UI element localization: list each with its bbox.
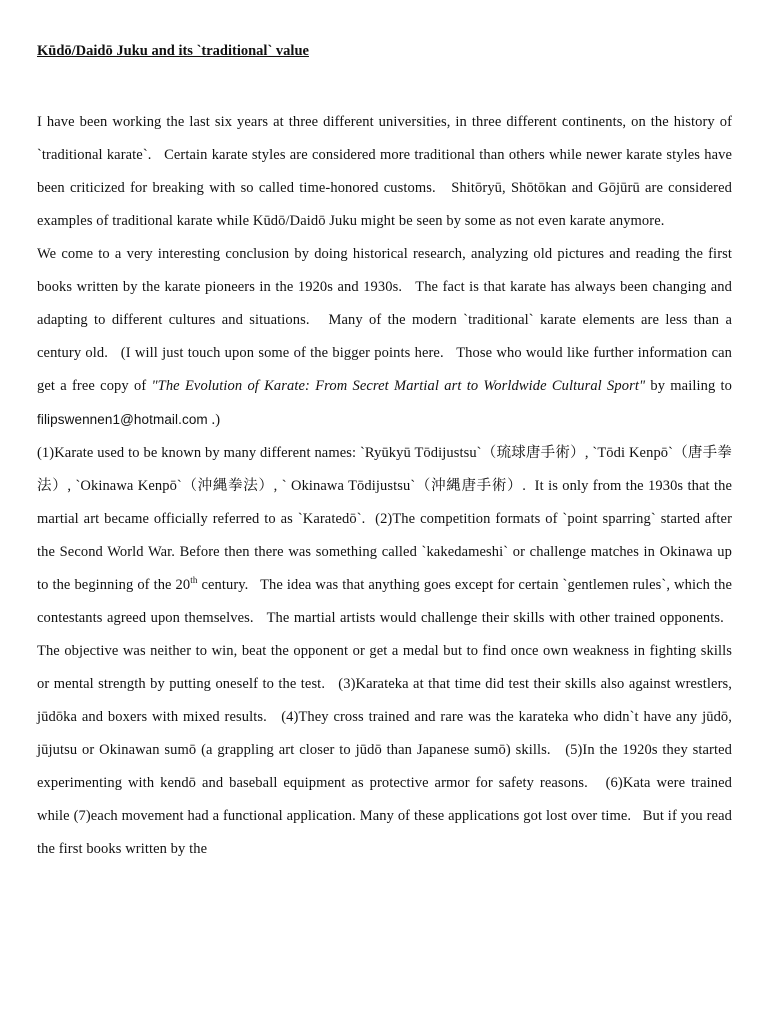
paragraph-history-text: (1)Karate used to be known by many different names: `Ryūkyū Tōdijustsu`（琉球唐手術）, `Tōdi Kenpō`（唐手拳法）, `Okinawa Kenpō`（沖縄拳法）, ` Okinawa Tōdijustsu`（沖縄唐手術）. It is only from the 1930s that the martial art became officially referred to as `Karatedō`. (2)The competition formats of `point sparring` started after the Second World War. Before then there was something called `kakedameshi` or challenge matches in Okinawa up to the beginning of the 20 xyxy=(37,445,732,593)
ordinal-suffix: th xyxy=(190,575,198,586)
mailing-text: by mailing to xyxy=(645,378,733,394)
closing-paren: .) xyxy=(207,412,221,428)
book-title: "The Evolution of Karate: From Secret Martial art to Worldwide Cultural Sport" xyxy=(151,378,646,394)
paragraph-history-text-cont: century. The idea was that anything goes except for certain `gentlemen rules`, which the contestants agreed upon themselves. The martial artists would challenge their skills with other trained opponents. The objective was neither to win, beat the opponent or get a medal but to find once own weakness in fighting skills or mental strength by putting oneself to the test. (3)Karateka at that time did test their skills also against wrestlers, jūdōka and boxers with mixed results. (4)They cross trained and rare was the karateka who didn`t have any jūdō, jūjutsu or Okinawan sumō (a grappling art closer to jūdō than Japanese sumō) skills. (5)In the 1920s they started experimenting with kendō and baseball equipment as protective armor for safety reasons. (6)Kata were trained while (7)each movement had a functional application. Many of these applications got lost over time. But if you read the first books written by the xyxy=(37,577,732,857)
document-body xyxy=(37,106,732,866)
email-address: filipswennen1@hotmail.com xyxy=(37,412,208,427)
document-title: Kūdō/Daidō Juku and its `traditional` value xyxy=(37,43,309,59)
paragraph-intro: I have been working the last six years at three different universities, in three different continents, on the history of `traditional karate`. Certain karate styles are considered more traditional than others while newer karate styles have been criticized for breaking with so called time-honored customs. Shitōryū, Shōtōkan and Gōjūrū are considered examples of traditional karate while Kūdō/Daidō Juku might be seen by some as not even karate anymore. xyxy=(37,114,732,229)
paragraph-history xyxy=(37,437,732,866)
paragraph-research xyxy=(37,238,732,437)
paragraph-research-text: We come to a very interesting conclusion by doing historical research, analyzing old pictures and reading the first books written by the karate pioneers in the 1920s and 1930s. The fact is that karate has always been changing and adapting to different cultures and situations. Many of the modern `traditional` karate elements are less than a century old. (I will just touch upon some of the bigger points here. Those who would like further information can get a free copy of xyxy=(37,246,732,394)
